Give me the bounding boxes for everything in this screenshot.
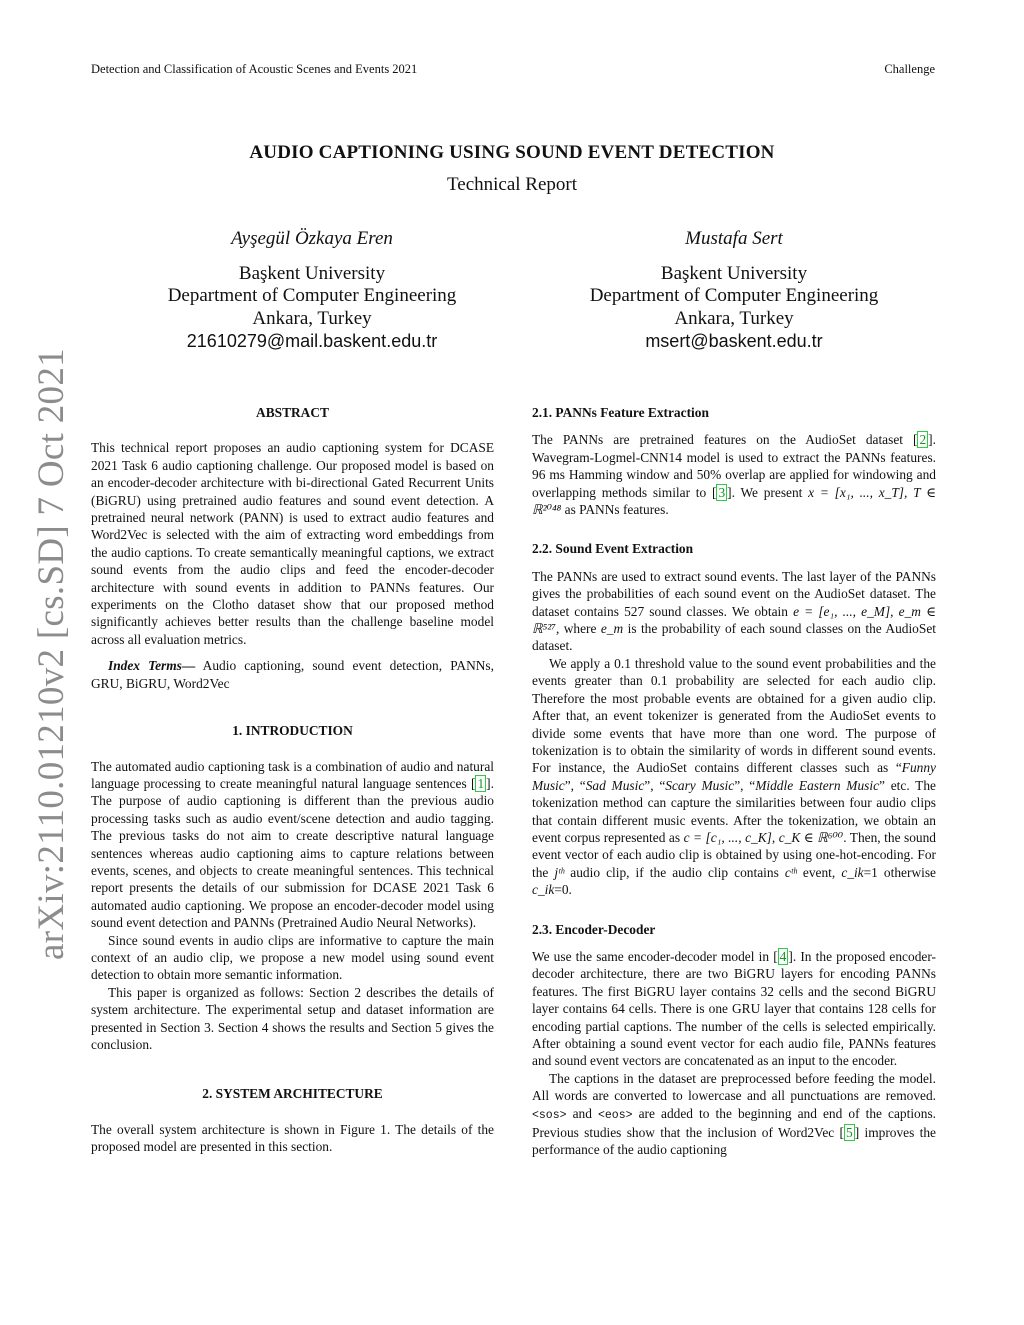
author-name: Mustafa Sert xyxy=(685,228,783,249)
text-run: . In the proposed encoder-decoder architecture, there are two BiGRU layers for encoding PANNs features. The first BiGRU layer contains 32 cells and the second BiGRU layer contains 64 cells. There is one GRU layer that contains 128 cells for encoding partial captions. The number of the cells is selected empirically. After obtaining a sound event vector for each audio file, PANNs features and sound event vectors are concatenated as an input to the encoder. xyxy=(532,948,936,1069)
text-run: =1 otherwise xyxy=(863,864,936,880)
author-email[interactable]: 21610279@mail.baskent.edu.tr xyxy=(186,331,438,351)
citation-link[interactable]: 4 xyxy=(779,948,787,964)
text-run: . We present xyxy=(731,484,809,500)
section-heading-system: 2. SYSTEM ARCHITECTURE xyxy=(202,1086,383,1102)
citation-link[interactable]: 2 xyxy=(919,432,927,448)
author-location: Ankara, Turkey xyxy=(674,307,794,329)
index-terms-label: Index Terms— xyxy=(108,658,196,674)
math-inline: e = [e₁, ..., e_M], e_m ∈ ℝ⁵²⁷ xyxy=(532,603,936,637)
text-run: is the probability of each sound classes on the AudioSet dataset. xyxy=(532,621,936,654)
intro-paragraph-1: The automated audio captioning task is a combination of audio and natural language processing to create meaningful natural language sentences [ 1 ]. The purpose of audio captioning is different than the previous audio processing tasks such as audio event/scene detection and audio tagging. The previous tasks do not aim to create descriptive natural language sentences whereas audio captioning aims to capture relations between events, scenes, and objects to create meaningful sentences. This technical report presents the details of our submission for DCASE 2021 Task 6 automated audio captioning. We propose an encoder-decoder model using sound event detection and PANNs (Pretrained Audio Neural Networks). xyxy=(91,758,494,931)
text-run: The captions in the dataset are preprocessed before feeding the model. All words are converted to lowercase and all punctuations are removed. xyxy=(532,1070,936,1104)
math-inline: cᵗʰ xyxy=(784,864,797,880)
math-inline: c = [c₁, ..., c_K], c_K ∈ ℝ⁶⁰⁰ xyxy=(683,829,844,845)
system-paragraph-1: The overall system architecture is shown in Figure 1. The details of the proposed model are presented in this section. xyxy=(91,1121,494,1155)
index-terms xyxy=(91,657,494,692)
text-run: ” etc. The tokenization method can capture the similarities between four audio clips that contain different music events. After the tokenization, we obtain an event corpus represented as xyxy=(532,777,936,845)
section-heading-introduction: 1. INTRODUCTION xyxy=(232,723,353,739)
text-run: , where xyxy=(555,621,601,637)
emphasis: Scary Music xyxy=(665,777,735,793)
index-terms-text: Audio captioning, sound event detection, PANNs, GRU, BiGRU, Word2Vec xyxy=(91,658,494,691)
running-header-right: Challenge xyxy=(884,62,935,76)
text-run: =0. xyxy=(554,882,572,898)
citation-link[interactable]: 5 xyxy=(846,1125,853,1141)
subsection-heading-sound-event: 2.2. Sound Event Extraction xyxy=(532,541,694,557)
arxiv-stamp: arXiv:2110.01210v2 [cs.SD] 7 Oct 2021 xyxy=(31,348,72,960)
math-inline: x = [x₁, ..., x_T], T ∈ ℝ²⁰⁴⁸ xyxy=(532,484,936,518)
author-department: Department of Computer Engineering xyxy=(167,285,457,306)
author-department: Department of Computer Engineering xyxy=(589,285,879,306)
text-run: and xyxy=(566,1105,598,1121)
right-column xyxy=(532,404,936,1159)
subsection-heading-panns: 2.1. PANNs Feature Extraction xyxy=(532,405,709,420)
author-affiliation: Başkent University xyxy=(660,262,808,284)
author-location: Ankara, Turkey xyxy=(252,307,372,329)
intro-paragraph-2: Since sound events in audio clips are informative to capture the main context of an audio clip, we propose a new model using sound event detection to obtain more semantic information. xyxy=(91,932,494,983)
author-name: Ayşegül Özkaya Eren xyxy=(231,228,393,249)
text-run: The automated audio captioning task is a combination of audio and natural language processing to create meaningful natural language sentences xyxy=(91,758,494,791)
eos-token: <eos> xyxy=(598,1108,633,1122)
encdec-paragraph-1: We use the same encoder-decoder model in [ 4 ]. In the proposed encoder-decoder architecture, there are two BiGRU layers for encoding PANNs features. The first BiGRU layer contains 32 cells and the second BiGRU layer contains 64 cells. There is one GRU layer that contains 128 cells for encoding partial captions. The number of the cells is selected empirically. After obtaining a sound event vector for each audio file, PANNs features and sound event vectors are concatenated as an input to the encoder. xyxy=(532,948,936,1069)
sound-paragraph-2 xyxy=(532,655,936,899)
intro-paragraph-3: This paper is organized as follows: Section 2 describes the details of system architecture. The experimental setup and dataset information are presented in Section 3. Section 4 shows the results and Section 5 gives the conclusion. xyxy=(91,984,494,1052)
text-run: ”, “ xyxy=(644,777,666,793)
text-run: . The purpose of audio captioning is different than the previous audio processing tasks such as audio event/scene detection and audio tagging. The previous tasks do not aim to create descriptive natural language sentences whereas audio captioning aims to capture relations between events, scenes, and objects to create meaningful sentences. This technical report presents the details of our submission for DCASE 2021 Task 6 automated audio captioning. We propose an encoder-decoder model using sound event detection and PANNs (Pretrained Audio Neural Networks). xyxy=(91,775,494,931)
sos-token: <sos> xyxy=(532,1108,567,1122)
author-affiliation: Başkent University xyxy=(238,262,386,284)
paper-subtitle: Technical Report xyxy=(446,174,578,195)
abstract-heading: ABSTRACT xyxy=(256,405,329,420)
running-header-left: Detection and Classification of Acoustic Scenes and Events 2021 xyxy=(91,62,418,76)
text-run: are added to the beginning and end of the captions. Previous studies show that the inclusion of Word2Vec xyxy=(532,1105,937,1141)
text-run: ”, “ xyxy=(734,777,756,793)
math-inline: c_ik xyxy=(841,864,864,880)
text-run: audio clip, if the audio clip contains xyxy=(564,864,785,880)
text-run: . Then, the sound event vector of each audio clip is obtained by using one-hot-encoding. For the xyxy=(532,829,936,880)
text-run: ”, “ xyxy=(564,777,586,793)
text-run: The PANNs are used to extract sound events. The last layer of the PANNs gives the probabilities of each sound event on the AudioSet dataset. The dataset contains 527 sound classes. We obtain xyxy=(532,568,936,619)
emphasis: Middle Eastern Music xyxy=(755,777,880,793)
math-inline: e_m xyxy=(600,621,624,637)
text-run: We use the same encoder-decoder model in xyxy=(532,948,774,964)
left-column xyxy=(91,404,494,1156)
text-run: The PANNs are pretrained features on the AudioSet dataset xyxy=(532,432,913,448)
emphasis: Sad Music xyxy=(585,777,645,793)
text-run: improves the performance of the audio captioning xyxy=(532,1125,937,1158)
author-email[interactable]: msert@baskent.edu.tr xyxy=(645,331,823,351)
citation-link[interactable]: 1 xyxy=(477,775,485,791)
emphasis: Funny Music xyxy=(532,760,936,793)
author-block-2 xyxy=(524,228,944,353)
text-run: We apply a 0.1 threshold value to the sound event probabilities and the events greater than 0.1 probability are selected for each audio clip. Therefore the most probable events are obtained for a given audio clip. After that, an event tokenizer is generated from the AudioSet events to divide some events that have more than one word. The purpose of tokenization is to obtain the similarity of words in different sound events. For instance, the AudioSet contains different classes such as “ xyxy=(532,655,936,776)
panns-paragraph: The PANNs are pretrained features on the AudioSet dataset [ 2 ]. Wavegram-Logmel-CNN14 model is used to extract the PANNs features. 96 ms Hamming window and 50% overlap are applied for windowing and overlapping methods similar to [ 3 ]. We present x = [x₁, ..., x_T], T ∈ ℝ²⁰⁴⁸ as PANNs features. xyxy=(532,432,936,518)
subsection-heading-encoder-decoder: 2.3. Encoder-Decoder xyxy=(532,921,656,937)
math-inline: jᵗʰ xyxy=(554,864,565,880)
author-block-1 xyxy=(102,228,522,353)
sound-paragraph-1 xyxy=(532,568,936,655)
text-run: as PANNs features. xyxy=(561,502,669,518)
citation-link[interactable]: 3 xyxy=(718,484,726,500)
text-run: . Wavegram-Logmel-CNN14 model is used to extract the PANNs features. 96 ms Hamming window and 50% overlap are applied for windowing and overlapping methods similar to xyxy=(532,432,936,500)
paper-title: AUDIO CAPTIONING USING SOUND EVENT DETECTION xyxy=(249,142,775,163)
math-inline: c_ik xyxy=(532,882,555,898)
encdec-paragraph-2: The captions in the dataset are preprocessed before feeding the model. All words are converted to lowercase and all punctuations are removed. <sos> and <eos> are added to the beginning and end of the captions. Previous studies show that the inclusion of Word2Vec [ 5 ] improves the performance of the audio captioning xyxy=(532,1070,937,1158)
abstract-text: This technical report proposes an audio captioning system for DCASE 2021 Task 6 audio captioning challenge. Our proposed model is based on an encoder-decoder architecture with bi-directional Gated Recurrent Units (BiGRU) using pretrained audio features and sound event detection. A pretrained neural network (PANN) is used to extract audio features and Word2Vec is selected with the aim of extracting word embeddings from the audio captions. To create semantically meaningful captions, we extract sound events from the audio clips and feed the encoder-decoder architecture with sound events in addition to PANNs features. Our experiments on the Clotho dataset show that our proposed method significantly achieves better results than the challenge baseline model across all evaluation metrics. xyxy=(91,440,494,647)
text-run: event, xyxy=(796,864,842,880)
